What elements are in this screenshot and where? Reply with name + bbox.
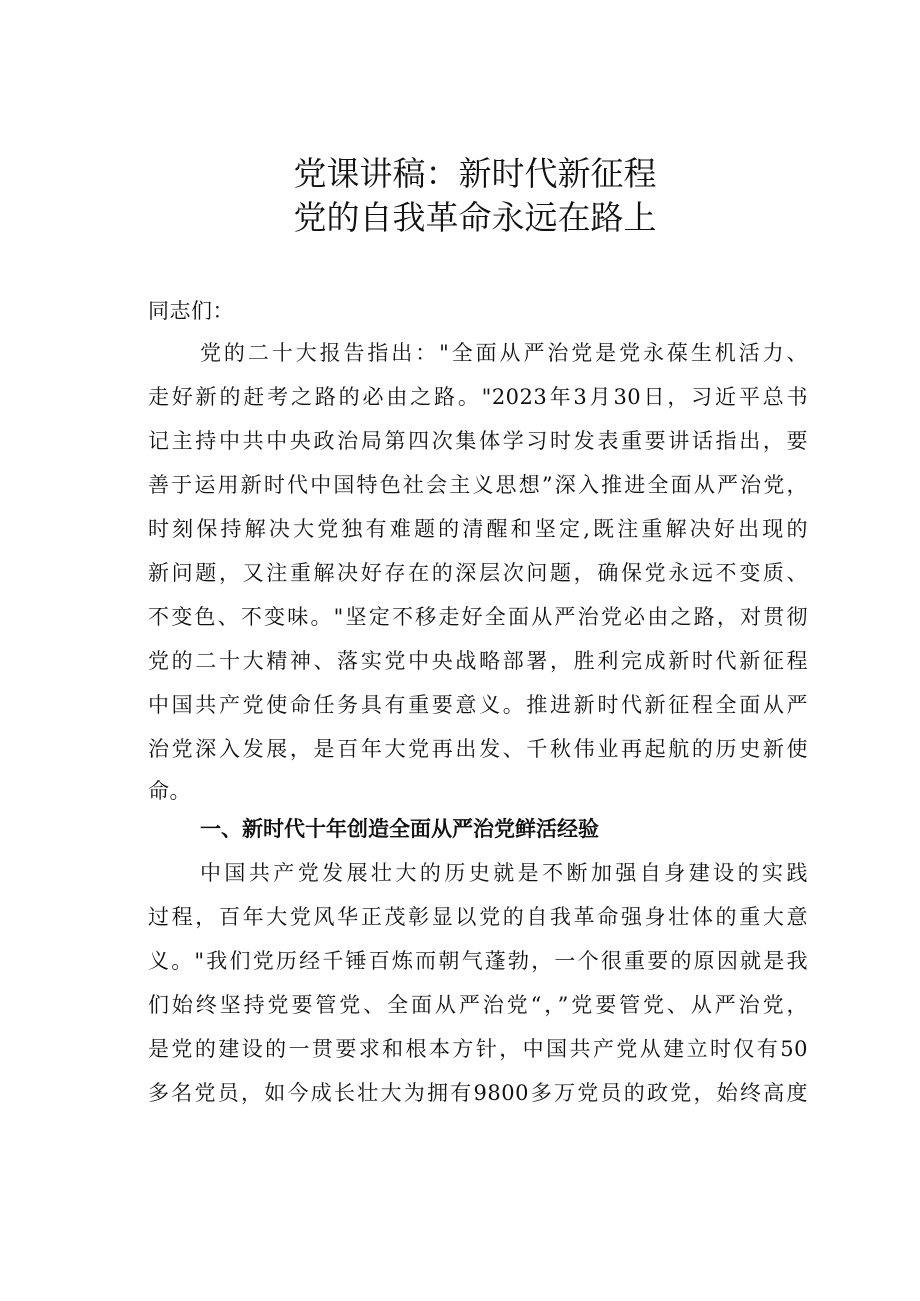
paragraph-2-line: 义。"我们党历经千锤百炼而朝气蓬勃，一个很重要的原因就是我 (148, 949, 808, 973)
document-title-line-1: 党课讲稿：新时代新征程 (293, 154, 657, 193)
document-title-line-2: 党的自我革命永远在路上 (293, 198, 657, 237)
section-heading: 一、新时代十年创造全面从严治党鲜活经验 (200, 817, 599, 841)
paragraph-1-line: 新问题，又注重解决好存在的深层次问题，确保党永远不变质、 (148, 561, 808, 585)
paragraph-1-line: 党的二十大精神、落实党中央战略部署，胜利完成新时代新征程 (148, 649, 808, 673)
paragraph-1-line: 命。 (148, 779, 191, 803)
paragraph-2-line: 是党的建设的一贯要求和根本方针，中国共产党从建立时仅有50 (148, 1037, 808, 1061)
paragraph-1-line: 党的二十大报告指出："全面从严治党是党永葆生机活力、 (200, 341, 808, 365)
paragraph-1-line: 中国共产党使命任务具有重要意义。推进新时代新征程全面从严 (148, 693, 808, 717)
paragraph-1-line: 治党深入发展，是百年大党再出发、千秋伟业再起航的历史新使 (148, 737, 808, 761)
paragraph-1-line: 不变色、不变味。"坚定不移走好全面从严治党必由之路，对贯彻 (148, 605, 808, 629)
paragraph-2-line: 多名党员，如今成长壮大为拥有9800多万党员的政党，始终高度 (148, 1081, 808, 1105)
paragraph-1-line: 走好新的赶考之路的必由之路。"2023年3月30日，习近平总书 (148, 385, 808, 409)
paragraph-1-line: 时刻保持解决大党独有难题的清醒和坚定,既注重解决好出现的 (148, 517, 808, 541)
paragraph-2-line: 们始终坚持党要管党、全面从严治党“，”党要管党、从严治党， (148, 993, 808, 1017)
paragraph-1-line: 记主持中共中央政治局第四次集体学习时发表重要讲话指出，要 (148, 429, 808, 453)
paragraph-2-line: 过程，百年大党风华正茂彰显以党的自我革命强身壮体的重大意 (148, 905, 808, 929)
paragraph-1-line: 善于运用新时代中国特色社会主义思想”深入推进全面从严治党， (148, 473, 808, 497)
salutation: 同志们： (148, 299, 234, 323)
paragraph-2-line: 中国共产党发展壮大的历史就是不断加强自身建设的实践 (200, 861, 808, 885)
